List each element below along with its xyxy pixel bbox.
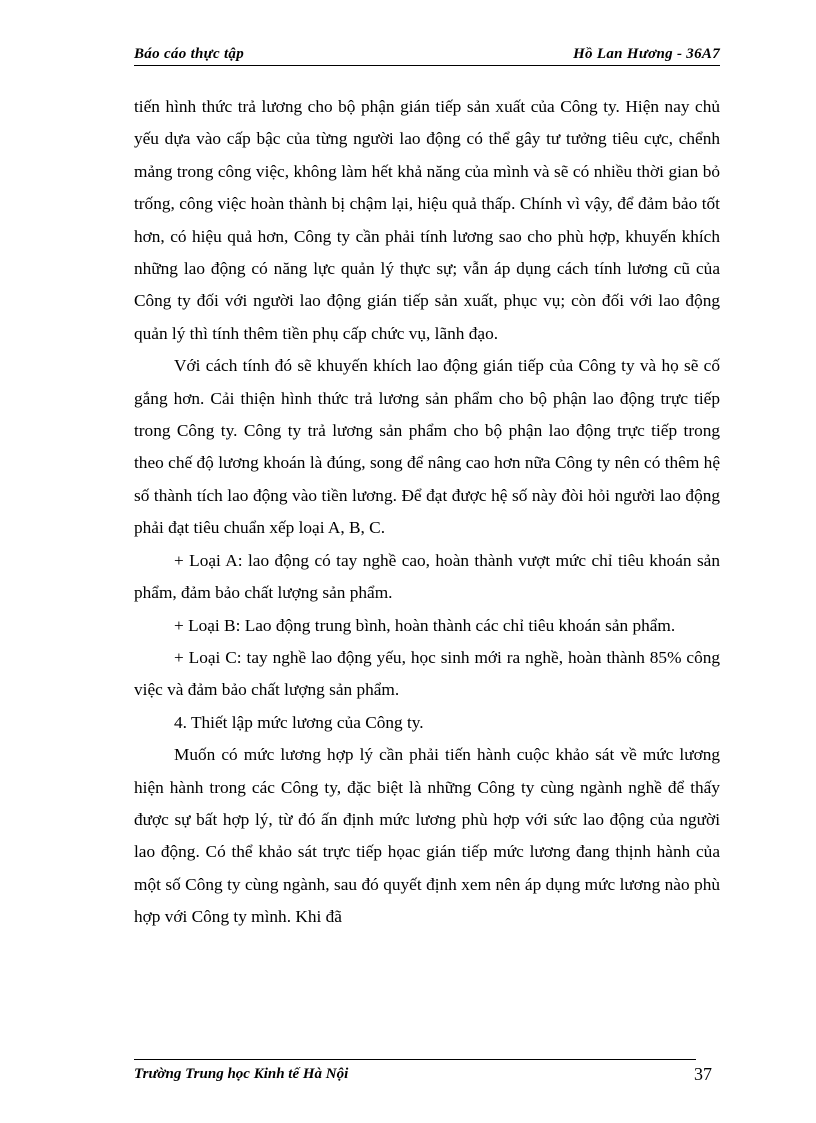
page-header — [134, 43, 720, 66]
document-body — [134, 91, 720, 934]
paragraph: Với cách tính đó sẽ khuyến khích lao động gián tiếp của Công ty và họ sẽ cố gắng hơn. Cải thiện hình thức trả lương sản phẩm cho bộ phận lao động trực tiếp trong Công ty. Công ty trả lương sản phẩm cho bộ phận lao động trực tiếp trong theo chế độ lương khoán là đúng, song để nâng cao hơn nữa Công ty nên có thêm hệ số thành tích lao động vào tiền lương. Để đạt được hệ số này đòi hỏi người lao động phải đạt tiêu chuẩn xếp loại A, B, C. — [134, 356, 720, 538]
footer-divider — [134, 1059, 696, 1060]
list-item-loai-a: + Loại A: lao động có tay nghề cao, hoàn thành vượt mức chỉ tiêu khoán sản phẩm, đảm bảo chất lượng sản phẩm. — [134, 550, 720, 603]
page-footer — [134, 1059, 720, 1089]
list-item-loai-c: + Loại C: tay nghề lao động yếu, học sinh mới ra nghề, hoàn thành 85% công việc và đảm bảo chất lượng sản phẩm. — [134, 647, 720, 700]
list-item-loai-b: + Loại B: Lao động trung bình, hoàn thành các chỉ tiêu khoán sản phẩm. — [174, 615, 676, 635]
paragraph: Muốn có mức lương hợp lý cần phải tiến hành cuộc khảo sát về mức lương hiện hành trong các Công ty, đặc biệt là những Công ty cùng ngành nghề để thấy được sự bất hợp lý, từ đó ấn định mức lương phù hợp với sức lao động của người lao động. Có thể khảo sát trực tiếp họac gián tiếp mức lương đang thịnh hành của một số Công ty cùng ngành, sau đó quyết định xem nên áp dụng mức lương nào phù hợp với Công ty mình. Khi đã — [134, 745, 720, 927]
section-heading: 4. Thiết lập mức lương của Công ty. — [174, 712, 424, 732]
header-author: Hồ Lan Hương - 36A7 — [573, 46, 720, 62]
page-number: 37 — [694, 1064, 712, 1084]
header-report-title: Báo cáo thực tập — [134, 46, 245, 62]
paragraph-continued: tiến hình thức trả lương cho bộ phận gián tiếp sản xuất của Công ty. Hiện nay chủ yếu dựa vào cấp bậc của từng người lao động có thể gây tư tưởng tiêu cực, chểnh mảng trong công việc, không làm hết khả năng của mình và sẽ có nhiều thời gian bỏ trống, công việc hoàn thành bị chậm lại, hiệu quả thấp. Chính vì vậy, để đảm bảo tốt hơn, có hiệu quả hơn, Công ty cần phải tính lương sao cho phù hợp, khuyến khích những lao động có năng lực quản lý thực sự; vẫn áp dụng cách tính lương cũ của Công ty đối với người lao động gián tiếp sản xuất, phục vụ; còn đối với lao động quản lý thì tính thêm tiền phụ cấp chức vụ, lãnh đạo. — [134, 97, 720, 343]
footer-school-name: Trường Trung học Kinh tế Hà Nội — [134, 1066, 349, 1082]
